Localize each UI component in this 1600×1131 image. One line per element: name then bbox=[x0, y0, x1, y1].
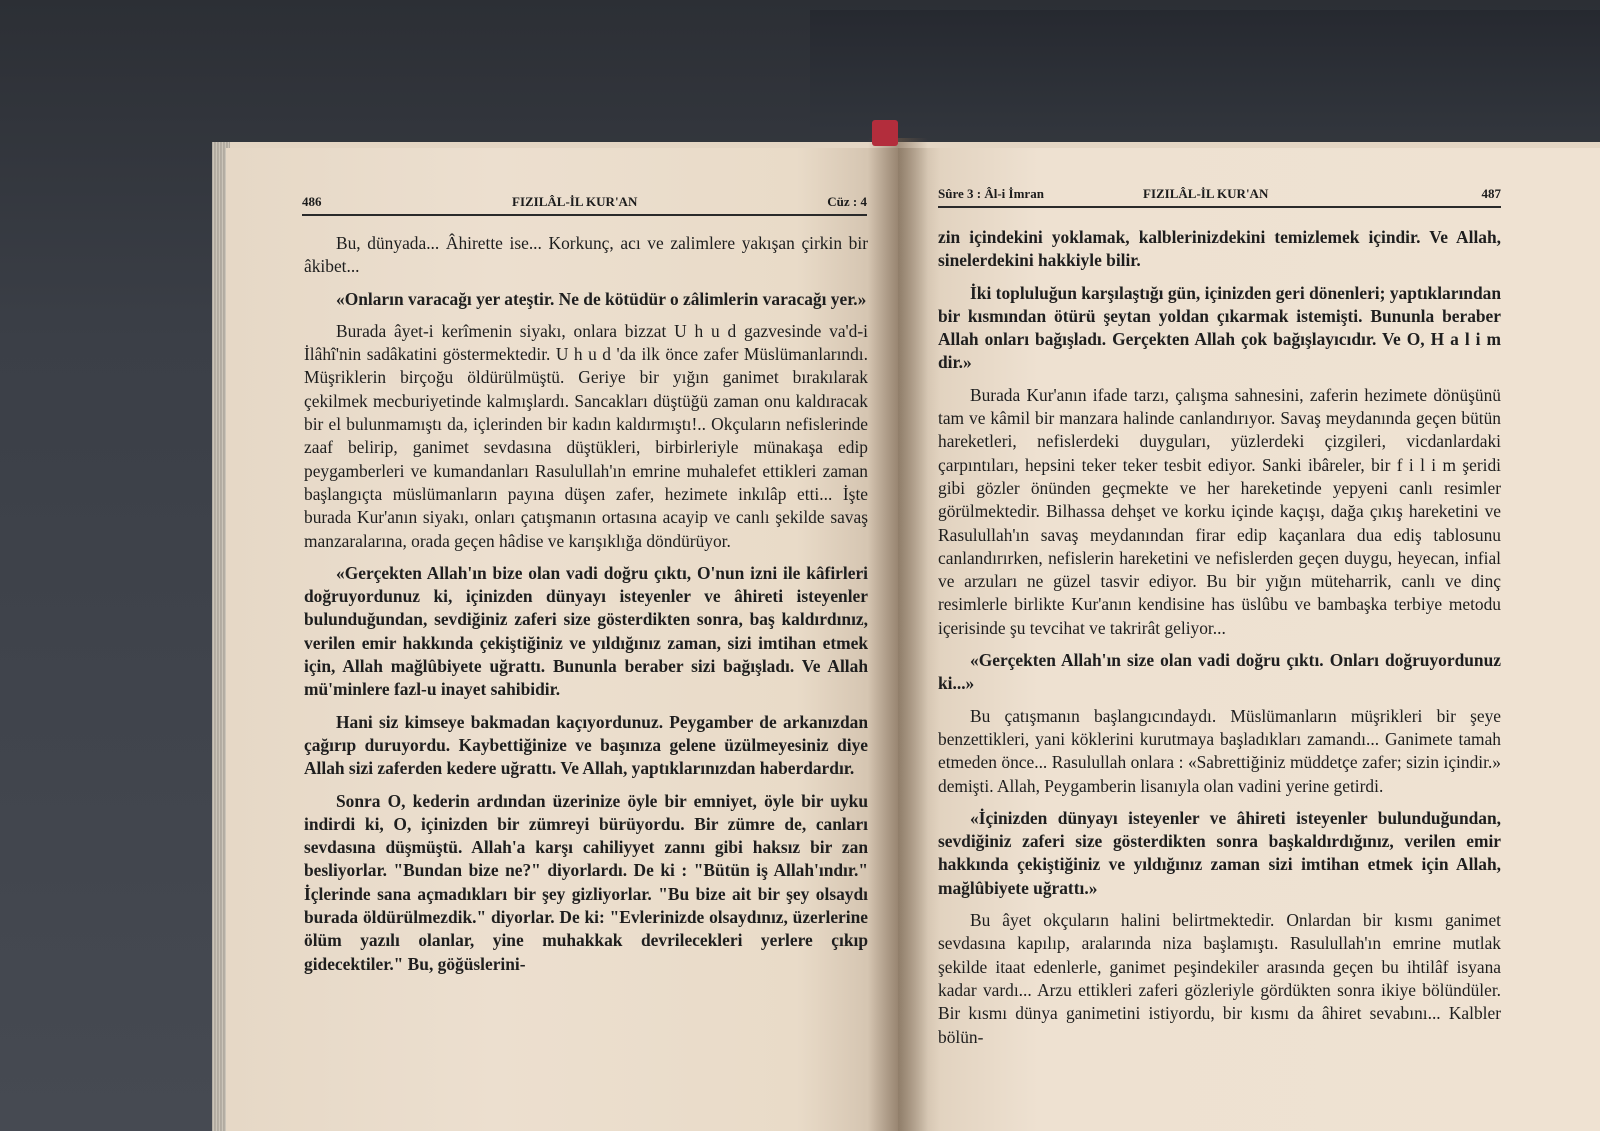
book-gutter bbox=[868, 138, 928, 1131]
left-page-running-title: FIZILÂL-İL KUR'AN bbox=[512, 194, 638, 209]
left-page-paragraph: Burada âyet-i kerîmenin siyakı, onlara bizzat U h u d gazvesinde va'd-i İlâhî'nin sadâkatini göstermektedir. U h u d 'da ilk önce zafer Müslümanlarındı. Müşriklerin birçoğu öldürülmüştü. Geriye bir yığın ganimet bırakılarak çekilmek mecburiyetinde kalmışlardı. Sancakları düştüğü zaman onu kaldıracak bir el bulunmamıştı da, içlerinden bir kadın kaldırmıştı!.. Okçuların nefislerinde zaaf belirip, ganimet sevdasına düştükleri, birbirleriyle münakaşa edip peygamberleri ve kumandanları Rasulullah'ın emrine muhalefet ettikleri zaman başlangıçta müslümanların payına düşen zafer, hezimete inkılâp etti... İşte burada Kur'anın siyakı, onları çatışmanın ortasına acayip ve canlı şekilde savaş manzaralarına, orada geçen hâdise ve karışıklığa döndürüyor. bbox=[304, 320, 868, 551]
left-page-body bbox=[304, 232, 868, 985]
left-page-paragraph: Hani siz kimseye bakmadan kaçıyordunuz. Peygamber de arkanızdan çağırıp duruyordu. Kaybettiğinize ve başınıza gelene üzülmeyesiniz diye Allah sizi zaferden kedere uğrattı. Ve Allah, yaptıklarınızdan haberdardır. bbox=[304, 711, 868, 779]
right-page-paragraph: «İçinizden dünyayı isteyenler ve âhireti isteyenler bulunduğundan, sevdiğiniz zaferi size gösterdikten sonra başkaldırdığınız, verilen emir hakkında çekiştiğiniz ve yıldığınız zaman sizi imtihan etmek için Allah, mağlûbiyete uğrattı.» bbox=[938, 807, 1501, 898]
right-page-header bbox=[938, 184, 1501, 208]
left-page-header bbox=[302, 192, 867, 216]
right-page-paragraph: Bu âyet okçuların halini belirtmektedir. Onlardan bir kısmı ganimet sevdasına kapılıp, aralarında niza başlamıştı. Rasulullah'ın emrine mutlak şekilde itaat edenlerle, ganimet peşindekiler arasında geçen bu ihtilâf isyana kadar vardı... Arzu ettikleri zaferi gözleriyle gördükten sonra ikiye bölündüler. Bir kısmı dünya ganimetini istiyordu, bir kısmı da âhiret sevabını... Kalbler bölün- bbox=[938, 910, 1501, 1047]
right-page-paragraph: İki topluluğun karşılaştığı gün, içinizden geri dönenleri; yaptıklarından bir kısmından ötürü şeytan yoldan çıkarmak istemişti. Bununla beraber Allah onları bağışladı. Gerçekten Allah çok bağışlayıcıdır. Ve O, H a l i m dir.» bbox=[938, 282, 1501, 373]
right-page-body bbox=[938, 226, 1501, 1058]
scanner-lid-shadow bbox=[810, 10, 1600, 130]
right-page-paragraph: Burada Kur'anın ifade tarzı, çalışma sahnesini, zaferin hezimete dönüşünü tam ve kâmil bir manzara halinde canlandırıyor. Savaş meydanında geçen bütün hareketleri, nefislerdeki duyguları, yüzlerdeki çizgileri, vicdanlardaki çarpıntıları, hepsini teker teker tesbit ediyor. Sanki ibâreler, bir f i l i m şeridi gibi gözler önünden geçmekte ve her hareketinde yepyeni canlı resimler görülmektedir. Bilhassa dehşet ve korku içinde kaçışı, dağa çıkış hareketini ve Rasulullah'ın savaş meydanından firar edip kaçanlara dua ediş tablosunu canlandırırken, nefislerin hareketini ve nefislerden geçen duygu, heyecan, infial ve arzuları ne güzel tasvir ediyor. Bu bir yığın müteharrik, canlı ve dinç resimlerle birlikte Kur'anın kendisine has üslûbu ve bambaşka terbiye metodu içerisinde şu tevcihat ve takrirât geliyor... bbox=[938, 384, 1501, 638]
right-page-paragraph: «Gerçekten Allah'ın size olan vadi doğru çıktı. Onları doğruyordunuz ki...» bbox=[938, 650, 1501, 694]
right-page-section: Sûre 3 : Âl-i İmran bbox=[938, 186, 1044, 201]
left-page-paragraph: «Onların varacağı yer ateştir. Ne de kötüdür o zâlimlerin varacağı yer.» bbox=[336, 288, 867, 309]
left-page-number: 486 bbox=[302, 194, 322, 209]
left-page-paragraph: Bu, dünyada... Âhirette ise... Korkunç, acı ve zalimlere yakışan çirkin bir âkibet... bbox=[304, 233, 868, 277]
left-page-paragraph: Sonra O, kederin ardından üzerinize öyle bir emniyet, öyle bir uyku indirdi ki, O, içinizden bir zümreyi bürüyordu. Bir zümre de, canları sevdasına düşmüştü. Allah'a karşı cahiliyyet zannı gibi haksız bir zan besliyorlar. "Bundan bize ne?" diyorlardı. De ki : "Bütün iş Allah'ındır." İçlerinde sana açmadıkları bir şey gizliyorlar. "Bu bize ait bir şey olsaydı burada öldürülmezdik." diyorlar. De ki: "Evlerinizde olsaydınız, üzerlerine ölüm yazılı olanlar, yine muhakkak devrilecekleri yerlere çıkıp gidecektiler." Bu, göğüslerini- bbox=[304, 790, 868, 974]
right-page-paragraph: zin içindekini yoklamak, kalblerinizdekini temizlemek içindir. Ve Allah, sinelerdekini hakkiyle bilir. bbox=[938, 227, 1501, 271]
left-page-section: Cüz : 4 bbox=[827, 194, 867, 209]
left-page-paragraph: «Gerçekten Allah'ın bize olan vadi doğru çıktı, O'nun izni ile kâfirleri doğruyordunuz ki, içinizden dünyayı isteyenler ve âhireti isteyenler bulunduğundan, sevdiğiniz zaferi size gösterdikten sonra, baş kaldırdınız, verilen emir hakkında çekiştiğiniz ve yıldığınız zaman, sizi imtihan etmek için, Allah mağlûbiyete uğrattı. Bununla beraber sizi bağışladı. Ve Allah mü'minlere fazl-u inayet sahibidir. bbox=[304, 562, 868, 700]
right-page-number: 487 bbox=[1481, 186, 1501, 201]
right-page-paragraph: Bu çatışmanın başlangıcındaydı. Müslümanların müşrikleri bir şeye benzettikleri, yani köklerini kurutmaya başladıkları zamandı... Ganimete tamah etmeden önce... Rasulullah onlara : «Sabrettiğiniz müddetçe zafer; sizin içindir.» demişti. Allah, Peygamberin lisanıyla olan vadini yerine getirdi. bbox=[938, 705, 1501, 796]
bookmark-ribbon bbox=[872, 120, 898, 146]
right-page-running-title: FIZILÂL-İL KUR'AN bbox=[1143, 186, 1269, 201]
